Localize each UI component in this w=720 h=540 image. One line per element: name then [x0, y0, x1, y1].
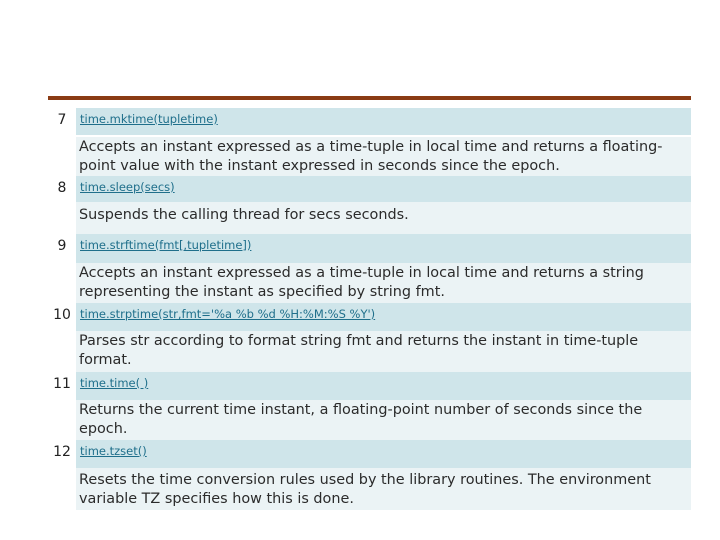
function-description: Returns the current time instant, a floating-point number of seconds since the epoch. [79, 402, 643, 437]
row-number: 8 [57, 180, 67, 196]
description-cell [76, 202, 691, 234]
description-cell [76, 468, 691, 510]
table-row [48, 108, 691, 176]
function-description: Accepts an instant expressed as a time-tuple in local time and returns a floating-point value with the instant expressed in seconds since the epoch. [79, 139, 663, 174]
function-link[interactable]: time.tzset() [80, 444, 147, 458]
function-link[interactable]: time.sleep(secs) [80, 180, 175, 194]
function-cell [76, 372, 691, 400]
function-cell [76, 303, 691, 331]
row-number: 11 [53, 376, 71, 392]
table-row [48, 234, 691, 303]
function-cell [76, 440, 691, 468]
description-cell [76, 331, 691, 372]
function-description: Resets the time conversion rules used by the library routines. The environment variable TZ specifies how this is done. [79, 472, 651, 507]
function-link[interactable]: time.mktime(tupletime) [80, 112, 218, 126]
function-cell [76, 108, 691, 135]
description-cell [76, 137, 691, 176]
table-row [48, 372, 691, 440]
function-link[interactable]: time.strftime(fmt[,tupletime]) [80, 238, 252, 252]
function-link[interactable]: time.strptime(str,fmt='%a %b %d %H:%M:%S %Y') [80, 307, 376, 321]
table-row [48, 440, 691, 510]
function-cell [76, 234, 691, 263]
function-cell [76, 176, 691, 202]
header-rule [48, 96, 691, 100]
row-number: 12 [53, 444, 71, 460]
description-cell [76, 400, 691, 440]
function-link[interactable]: time.time( ) [80, 376, 149, 390]
function-description: Parses str according to format string fmt and returns the instant in time-tuple format. [79, 333, 639, 368]
row-number: 9 [57, 238, 67, 254]
description-cell [76, 263, 691, 303]
row-number: 10 [53, 307, 71, 323]
row-number: 7 [57, 112, 67, 128]
function-description: Accepts an instant expressed as a time-tuple in local time and returns a string representing the instant as specified by string fmt. [79, 265, 644, 300]
table-row [48, 176, 691, 234]
function-description: Suspends the calling thread for secs seconds. [79, 207, 409, 223]
table-row [48, 303, 691, 372]
